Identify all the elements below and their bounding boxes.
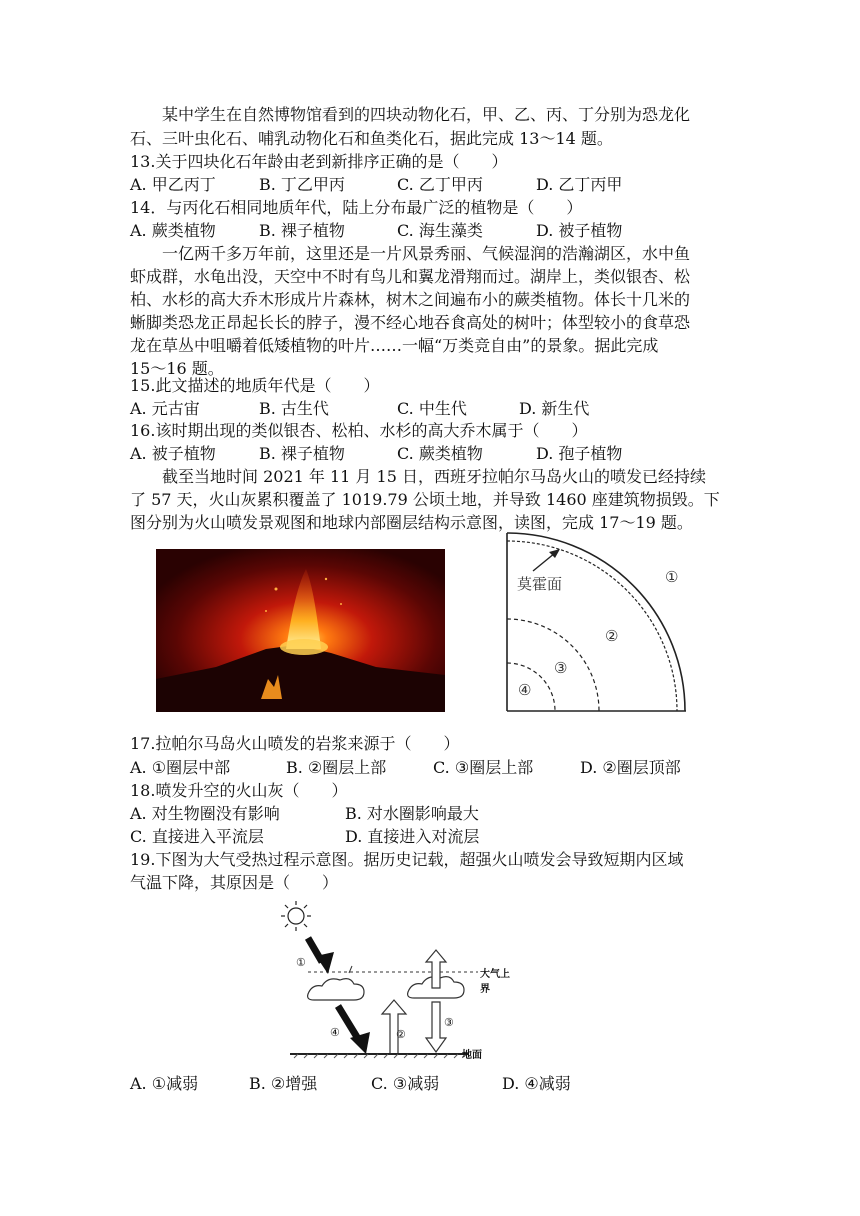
layer-label-1: ① (665, 568, 679, 586)
q15-option-d: D. 新生代 (519, 399, 590, 418)
sun-icon (281, 901, 311, 931)
q19-stem-line2: 气温下降，其原因是（ ） (130, 873, 339, 892)
intro2-line2: 虾成群，水龟出没，天空中不时有鸟儿和翼龙滑翔而过。湖岸上，类似银杏、松 (130, 267, 691, 286)
q18-option-b: B. 对水圈影响最大 (345, 804, 479, 823)
q19-option-d: D. ④减弱 (502, 1074, 571, 1093)
intro2-line1: 一亿两千多万年前，这里还是一片风景秀丽、气候湿润的浩瀚湖区，水中鱼 (162, 244, 691, 263)
q18-option-d: D. 直接进入对流层 (345, 827, 480, 846)
q15-option-a: A. 元古宙 (130, 399, 200, 418)
q19-stem-line1: 19.下图为大气受热过程示意图。据历史记载，超强火山喷发会导致短期内区域 (130, 850, 684, 869)
earth-interior-diagram (505, 531, 695, 713)
atmosphere-heating-diagram (278, 898, 518, 1064)
q13-option-c: C. 乙丁甲丙 (397, 175, 483, 194)
intro3-line3: 图分别为火山喷发景观图和地球内部圈层结构示意图，读图，完成 17～19 题。 (130, 513, 693, 532)
q14-option-a: A. 蕨类植物 (130, 221, 216, 240)
atmo-label-1: ① (296, 956, 306, 969)
intro1-line1: 某中学生在自然博物馆看到的四块动物化石，甲、乙、丙、丁分别为恐龙化 (162, 105, 691, 124)
intro2-line4: 蜥脚类恐龙正昂起长长的脖子，漫不经心地吞食高处的树叶；体型较小的食草恐 (130, 313, 691, 332)
q13-option-d: D. 乙丁丙甲 (536, 175, 623, 194)
q17-option-c: C. ③圈层上部 (433, 758, 534, 777)
intro2-line6: 15～16 题。 (130, 359, 224, 378)
q15-option-b: B. 古生代 (259, 399, 329, 418)
intro2-line3: 柏、水杉的高大乔木形成片片森林，树木之间遍布小的蕨类植物。体长十几米的 (130, 290, 691, 309)
q19-option-c: C. ③减弱 (371, 1074, 440, 1093)
layer-label-4: ④ (518, 681, 532, 699)
atmo-ground-label: 地面 (462, 1050, 482, 1061)
q15-option-c: C. 中生代 (397, 399, 467, 418)
q18-option-c: C. 直接进入平流层 (130, 827, 264, 846)
q17-option-d: D. ②圈层顶部 (580, 758, 681, 777)
intro3-line2: 了 57 天，火山灰累积覆盖了 1019.79 公顷土地，并导致 1460 座建筑物损毁。下 (130, 490, 720, 509)
q13-option-a: A. 甲乙丙丁 (130, 175, 216, 194)
moho-label: 莫霍面 (517, 575, 563, 593)
q19-option-a: A. ①减弱 (130, 1074, 199, 1093)
q14-option-b: B. 裸子植物 (259, 221, 345, 240)
q13-option-b: B. 丁乙甲丙 (259, 175, 345, 194)
q16-option-a: A. 被子植物 (130, 444, 216, 463)
atmo-label-2: ② (396, 1028, 406, 1041)
q16-option-c: C. 蕨类植物 (397, 444, 483, 463)
intro2-line5: 龙在草丛中咀嚼着低矮植物的叶片……一幅“万类竞自由”的景象。据此完成 (130, 336, 659, 355)
q14-option-d: D. 被子植物 (536, 221, 623, 240)
q15-stem: 15.此文描述的地质年代是（ ） (130, 376, 380, 395)
q14-option-c: C. 海生藻类 (397, 221, 483, 240)
q17-option-b: B. ②圈层上部 (286, 758, 387, 777)
q17-option-a: A. ①圈层中部 (130, 758, 231, 777)
q18-option-a: A. 对生物圈没有影响 (130, 804, 280, 823)
layer-label-2: ② (605, 627, 619, 645)
intro1-line2: 石、三叶虫化石、哺乳动物化石和鱼类化石，据此完成 13～14 题。 (130, 129, 613, 148)
atmo-top-label: 大气上界 (480, 969, 510, 995)
q14-stem: 14．与丙化石相同地质年代，陆上分布最广泛的植物是（ ） (130, 198, 583, 217)
q18-stem: 18.喷发升空的火山灰（ ） (130, 781, 348, 800)
q16-option-b: B. 裸子植物 (259, 444, 345, 463)
q16-stem: 16.该时期出现的类似银杏、松柏、水杉的高大乔木属于（ ） (130, 421, 588, 440)
q19-option-b: B. ②增强 (249, 1074, 318, 1093)
q13-stem: 13.关于四块化石年龄由老到新排序正确的是（ ） (130, 152, 508, 171)
atmo-label-3: ③ (444, 1016, 454, 1029)
intro3-line1: 截至当地时间 2021 年 11 月 15 日，西班牙拉帕尔马岛火山的喷发已经持续 (162, 467, 706, 486)
q16-option-d: D. 孢子植物 (536, 444, 623, 463)
q17-stem: 17.拉帕尔马岛火山喷发的岩浆来源于（ ） (130, 734, 460, 753)
volcano-eruption-photo (156, 549, 445, 712)
atmo-label-4: ④ (330, 1026, 340, 1039)
layer-label-3: ③ (554, 659, 568, 677)
